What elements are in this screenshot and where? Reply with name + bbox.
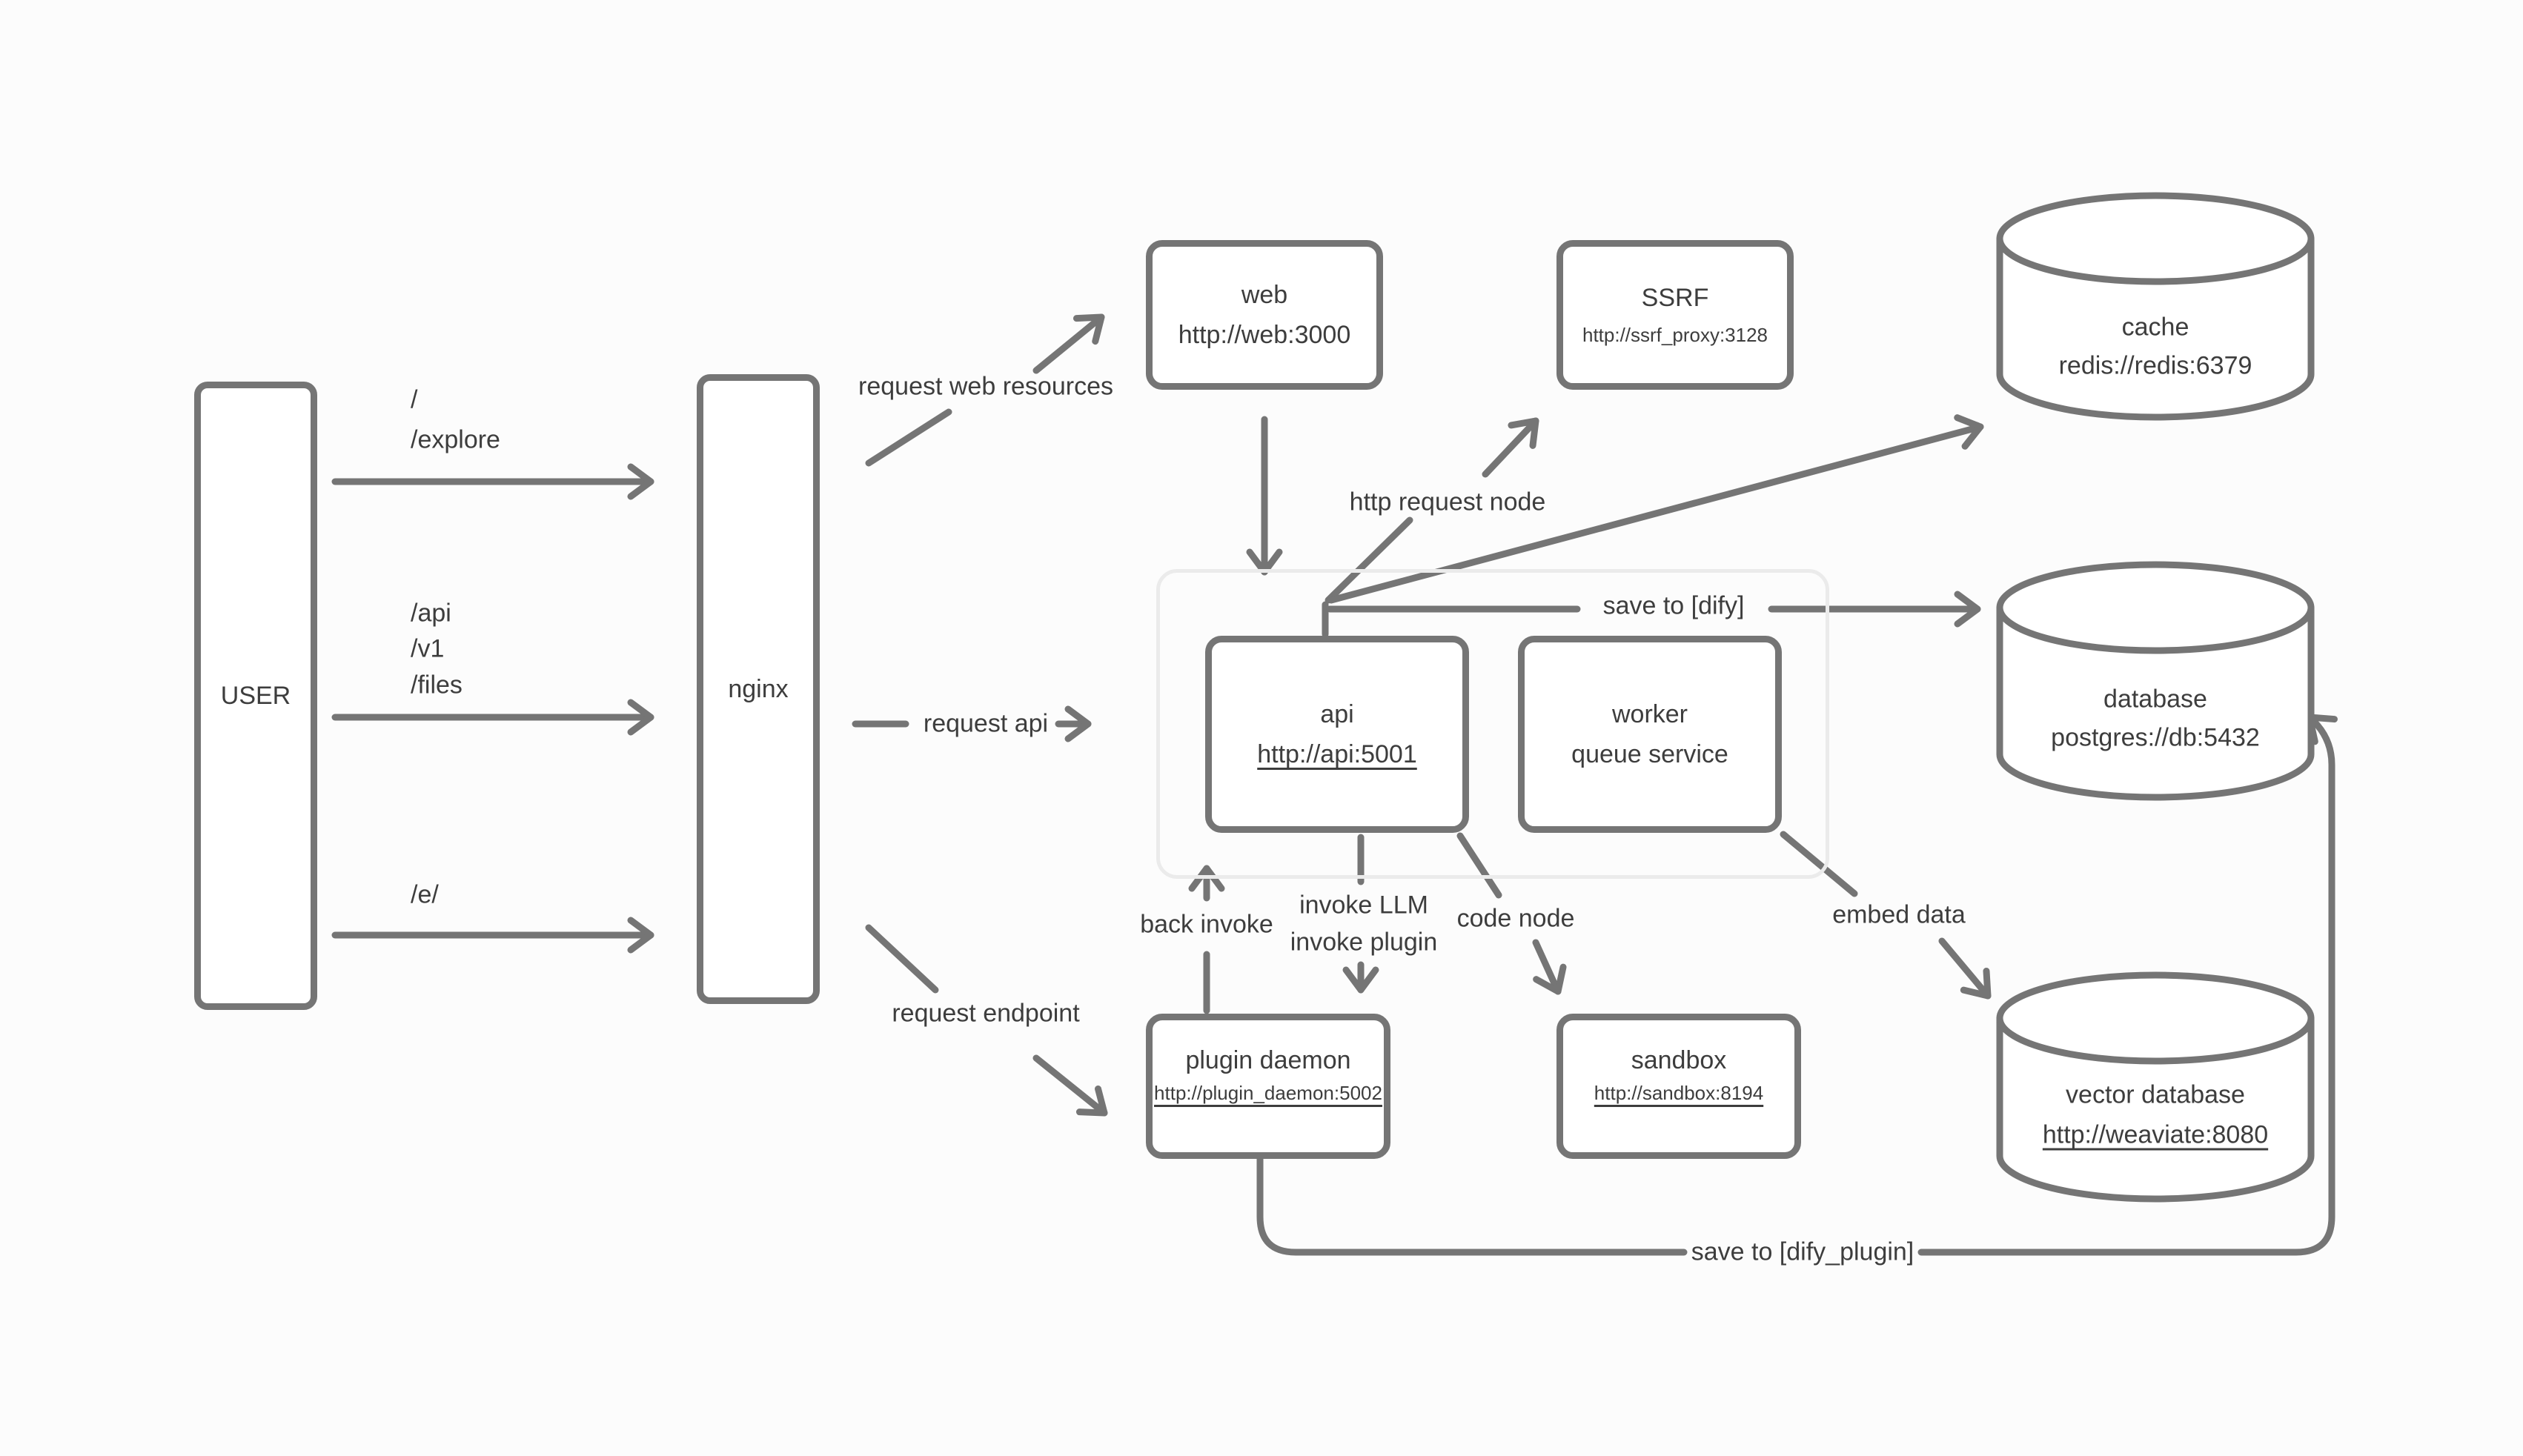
vector-database-url[interactable]: http://weaviate:8080 xyxy=(2042,1120,2269,1149)
arrow-code-node-seg2 xyxy=(1536,943,1558,991)
arrow-request-endpoint-seg2 xyxy=(1036,1058,1104,1113)
api-label: api xyxy=(1320,700,1354,728)
worker-sublabel: queue service xyxy=(1571,740,1728,768)
edge-label-route-files: /files xyxy=(411,671,463,699)
plugin-daemon-label: plugin daemon xyxy=(1185,1046,1351,1074)
web-url: http://web:3000 xyxy=(1178,321,1351,349)
sandbox-url[interactable]: http://sandbox:8194 xyxy=(1594,1082,1764,1104)
edge-label-code-node: code node xyxy=(1456,904,1575,933)
database-label: database xyxy=(2103,685,2207,714)
edge-label-invoke-llm: invoke LLM xyxy=(1299,891,1428,920)
node-sandbox xyxy=(1556,1014,1801,1159)
arrow-request-endpoint-seg1 xyxy=(869,928,935,990)
arrow-dify-plugin-seg1 xyxy=(1260,1156,1684,1252)
arrow-api-ssrf-seg2 xyxy=(1485,421,1536,474)
database-cylinder xyxy=(2000,565,2311,797)
edge-label-save-to-dify-plugin: save to [dify_plugin] xyxy=(1691,1237,1914,1266)
edge-label-invoke-plugin: invoke plugin xyxy=(1290,928,1438,957)
cache-cylinder xyxy=(2000,196,2311,417)
cache-label: cache xyxy=(2121,313,2189,342)
arrow-nginx-web-seg2 xyxy=(1036,317,1101,370)
node-user xyxy=(194,382,317,1010)
edge-label-request-web-resources: request web resources xyxy=(858,372,1113,401)
cache-url: redis://redis:6379 xyxy=(2058,351,2252,380)
worker-label: worker xyxy=(1611,700,1688,728)
sandbox-label: sandbox xyxy=(1631,1046,1727,1074)
edge-label-http-request-node: http request node xyxy=(1349,488,1546,516)
ssrf-url: http://ssrf_proxy:3128 xyxy=(1582,324,1768,346)
edge-label-save-to-dify: save to [dify] xyxy=(1602,591,1745,620)
user-label: USER xyxy=(220,682,291,710)
node-ssrf xyxy=(1556,240,1794,390)
edge-label-route-slash: / xyxy=(411,385,418,414)
node-web xyxy=(1146,240,1383,390)
arrow-embed-seg2 xyxy=(1942,941,1988,996)
node-plugin-daemon xyxy=(1146,1014,1390,1159)
web-label: web xyxy=(1241,281,1288,309)
node-nginx xyxy=(697,374,820,1004)
node-api xyxy=(1205,636,1469,833)
arrow-nginx-web-seg1 xyxy=(869,412,949,463)
plugin-daemon-url[interactable]: http://plugin_daemon:5002 xyxy=(1154,1082,1382,1104)
edge-label-request-api: request api xyxy=(923,709,1049,738)
vector-database-label: vector database xyxy=(2066,1080,2245,1109)
edge-label-back-invoke: back invoke xyxy=(1140,910,1273,939)
edge-label-request-endpoint: request endpoint xyxy=(892,999,1080,1028)
edge-label-embed-data: embed data xyxy=(1832,900,1966,929)
ssrf-label: SSRF xyxy=(1641,284,1709,312)
edge-label-route-e: /e/ xyxy=(411,880,439,909)
edge-label-route-v1: /v1 xyxy=(411,634,445,663)
api-url[interactable]: http://api:5001 xyxy=(1257,740,1417,768)
nginx-label: nginx xyxy=(728,675,789,703)
edge-label-route-explore: /explore xyxy=(411,425,500,454)
database-url: postgres://db:5432 xyxy=(2051,723,2260,752)
node-worker xyxy=(1518,636,1782,833)
edge-label-route-api: /api xyxy=(411,599,451,628)
